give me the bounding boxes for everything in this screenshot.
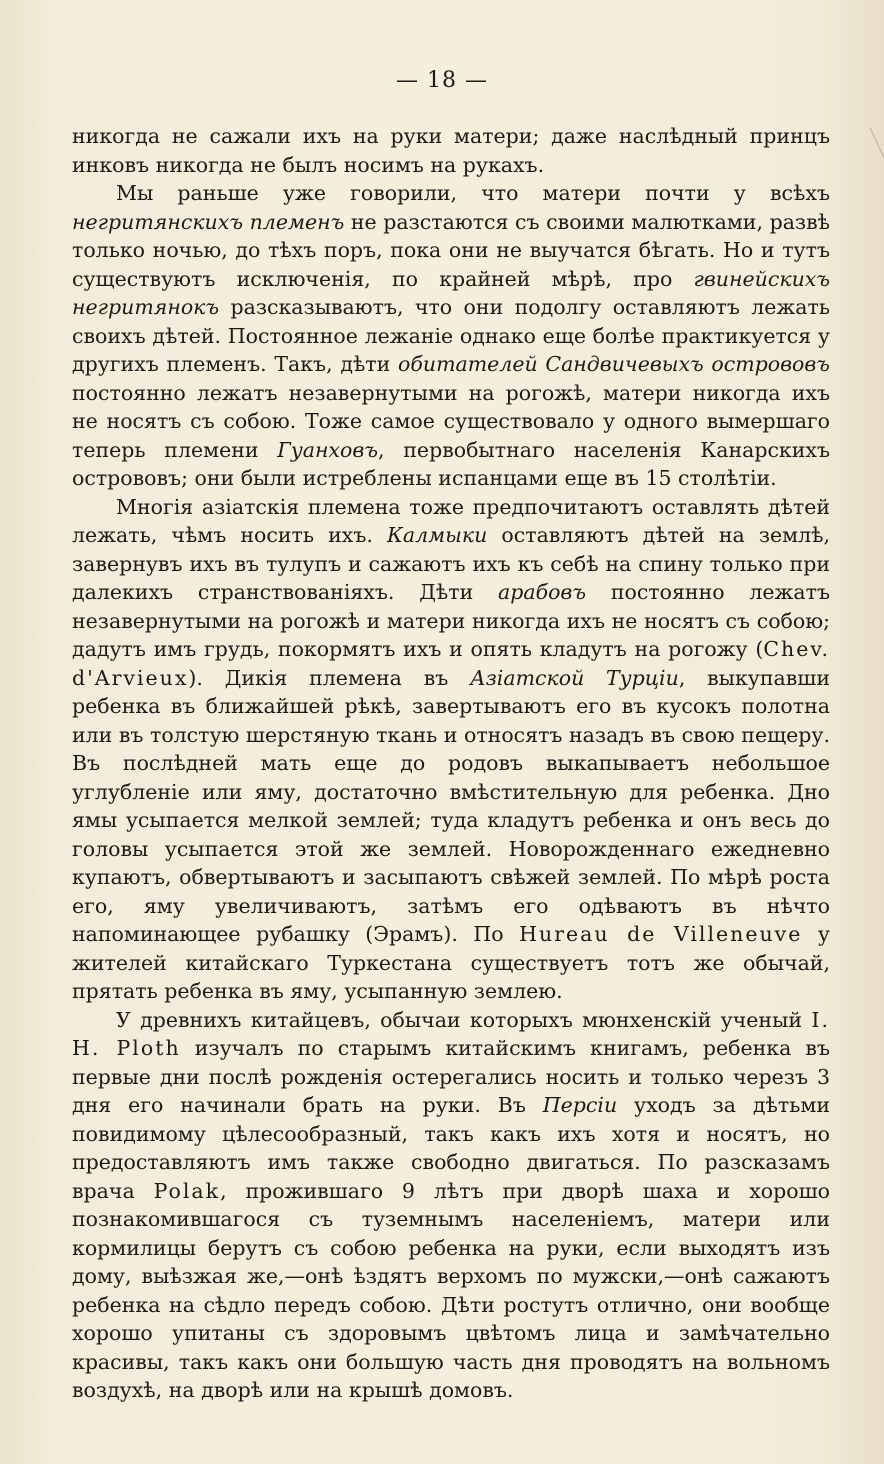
italic-text: Калмыки bbox=[387, 523, 488, 547]
italic-text: Гуанховъ bbox=[277, 437, 378, 462]
spaced-name: Polak bbox=[153, 1178, 221, 1203]
text-run: постоянно лежатъ незавернутыми на рогожѣ и матери никогда ихъ не носятъ съ собою; дадутъ имъ грудь, покормятъ ихъ и опять кладутъ на рогожу ( bbox=[72, 580, 830, 661]
paragraph bbox=[72, 122, 830, 179]
text-run: у жителей китайскаго Туркестана существуетъ тотъ же обычай, прятать ребенка въ яму, усыпанную землею. bbox=[72, 922, 830, 1003]
text-run: , выкупавши ребенка въ ближайшей рѣкѣ, завертываютъ его въ кусокъ полотна или въ толстую шерстяную ткань и относятъ назадъ въ свою пещеру. Въ послѣдней мать еще до родовъ выкапываетъ небольшое углубленіе или яму, достаточно вмѣстительную для ребенка. Дно ямы усыпается мелкой землей; туда кладутъ ребенка и онъ весь до головы усыпается этой же землей. Новорожденнаго ежедневно купаютъ, обвертываютъ и засыпаютъ свѣжей землей. По мѣрѣ роста его, яму увеличиваютъ, затѣмъ его одѣваютъ въ нѣчто напоминающее рубашку (Эрамъ). По bbox=[72, 665, 830, 946]
paragraph bbox=[72, 1006, 830, 1405]
page-number: — 18 — bbox=[396, 68, 488, 93]
text-run: Мы раньше уже говорили, что матери почти у всѣхъ bbox=[116, 181, 830, 205]
paragraph bbox=[72, 179, 830, 493]
text-run: никогда не сажали ихъ на руки матери; даже наслѣдный принцъ инковъ никогда не былъ носимъ на рукахъ. bbox=[72, 124, 830, 177]
spaced-name: I. H. Ploth bbox=[72, 1007, 830, 1060]
page-edge-mark bbox=[853, 128, 884, 172]
text-run: уходъ за дѣтьми повидимому цѣлесообразный, такъ какъ ихъ хотя и носятъ, но предоставляютъ имъ также свободно двигаться. По разсказамъ врача bbox=[72, 1093, 830, 1203]
text-run: Многія азіатскія племена тоже предпочитаютъ оставлять дѣтей лежать, чѣмъ носить ихъ. bbox=[72, 494, 830, 547]
italic-text: негритянскихъ племенъ bbox=[72, 209, 345, 234]
text-run: разсказываютъ, что они подолгу оставляютъ лежать своихъ дѣтей. Постоянное лежаніе однако еще болѣе практикуется у другихъ племенъ. Такъ, дѣти bbox=[72, 295, 830, 376]
text-run: , первобытнаго населенія Канарскихъ острововъ; они были истреблены испанцами еще въ 15 столѣтіи. bbox=[72, 437, 831, 490]
italic-text: обитателей Сандвичевыхъ острововъ bbox=[398, 352, 830, 376]
text-run: не разстаются съ своими малютками, развѣ только ночью, до тѣхъ поръ, пока они не выучатся бѣгать. Но и тутъ существуютъ исключенія, по крайней мѣрѣ, про bbox=[72, 209, 830, 291]
spaced-name: Chev. d'Arvieux bbox=[72, 637, 830, 690]
text-run: ). Дикія племена въ bbox=[188, 665, 471, 690]
italic-text: арабовъ bbox=[498, 580, 587, 604]
italic-text: гвинейскихъ негритянокъ bbox=[72, 266, 830, 319]
paragraph bbox=[72, 493, 830, 1006]
spaced-name: Hureau de Villeneuve bbox=[519, 922, 803, 946]
italic-text: Персіи bbox=[542, 1093, 618, 1117]
text-run: , прожившаго 9 лѣтъ при дворѣ шаха и хорошо познакомившагося съ туземнымъ населеніемъ, матери или кормилицы берутъ съ собою ребенка на руки, если выходятъ изъ дому, выѣзжая же,—онѣ ѣздятъ верхомъ по мужски,—онѣ сажаютъ ребенка на сѣдло передъ собою. Дѣти ростутъ отлично, они вообще хорошо упитаны съ здоровымъ цвѣтомъ лица и замѣчательно красивы, такъ какъ они большую часть дня проводятъ на вольномъ воздухѣ, на дворѣ или на крышѣ домовъ. bbox=[72, 1178, 830, 1402]
text-run: постоянно лежатъ незавернутыми на рогожѣ, матери никогда ихъ не носятъ съ собою. Тоже самое существовало у одного вымершаго теперь племени bbox=[72, 380, 830, 462]
text-run: оставляютъ дѣтей на землѣ, завернувъ ихъ въ тулупъ и сажаютъ ихъ къ себѣ на спину только при далекихъ странствованіяхъ. Дѣти bbox=[72, 523, 830, 604]
body-text bbox=[72, 122, 830, 1405]
text-run: У древнихъ китайцевъ, обычаи которыхъ мюнхенскій ученый bbox=[116, 1007, 812, 1032]
italic-text: Азіатской Турціи bbox=[470, 665, 679, 690]
text-run: изучалъ по старымъ китайскимъ книгамъ, ребенка въ первые дни послѣ рожденія остерегались носить и только черезъ 3 дня его начинали брать на руки. Въ bbox=[72, 1036, 830, 1117]
